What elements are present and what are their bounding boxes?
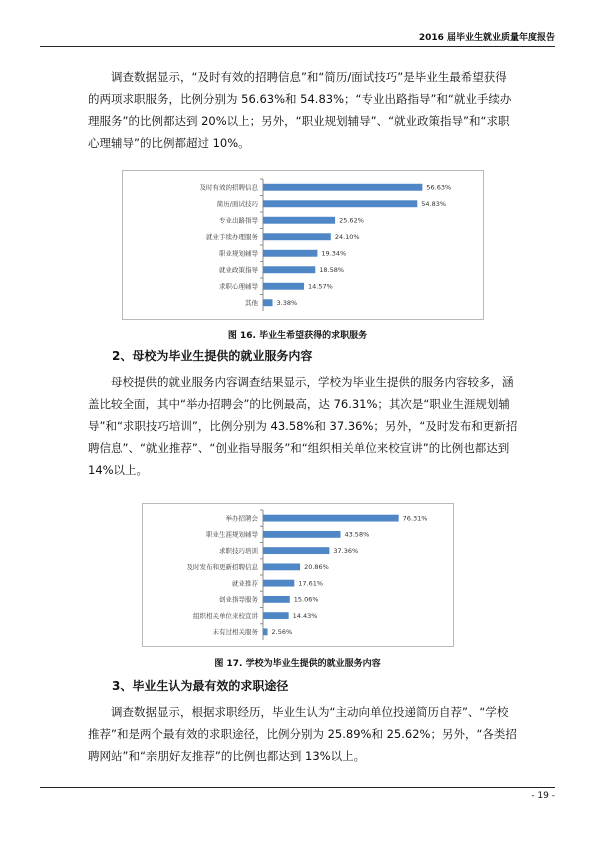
bar	[263, 628, 268, 635]
value-label: 15.06%	[293, 595, 319, 604]
category-label: 及时发布和更新招聘信息	[186, 563, 258, 572]
value-label: 14.43%	[292, 611, 318, 620]
value-label: 37.36%	[333, 546, 359, 555]
category-label: 组织相关单位来校宣讲	[193, 611, 258, 620]
bar	[263, 283, 304, 290]
bar	[263, 299, 273, 306]
value-label: 20.86%	[304, 563, 329, 572]
bar	[263, 184, 422, 191]
bar	[263, 596, 290, 603]
page-footer	[40, 787, 555, 808]
category-label: 职业规划辅导	[219, 249, 258, 258]
category-label: 专业出路指导	[219, 216, 258, 225]
value-label: 76.31%	[402, 514, 428, 523]
bar	[263, 266, 315, 273]
value-label: 43.58%	[344, 530, 370, 539]
chart-job-services-wanted-svg	[123, 171, 483, 319]
value-label: 24.10%	[334, 233, 360, 242]
value-label: 17.61%	[298, 579, 324, 588]
value-label: 25.62%	[339, 216, 364, 225]
chart-job-services-wanted	[122, 170, 484, 320]
category-label: 创业指导服务	[219, 595, 258, 604]
category-label: 求职技巧培训	[219, 546, 258, 555]
value-label: 3.38%	[276, 299, 298, 308]
bar	[263, 200, 417, 207]
chart-school-services	[142, 503, 454, 647]
bar	[263, 563, 300, 570]
bar	[263, 612, 289, 619]
figure16-caption: 图 16. 毕业生希望获得的求职服务	[227, 331, 368, 341]
chart-school-services-svg	[143, 504, 453, 646]
page-number: - 19 -	[531, 791, 555, 801]
section2-heading: 2、母校为毕业生提供的就业服务内容	[112, 349, 313, 363]
category-label: 简历/面试技巧	[216, 200, 258, 209]
value-label: 19.34%	[321, 249, 347, 258]
category-label: 举办招聘会	[225, 514, 258, 523]
value-label: 14.57%	[308, 282, 333, 291]
category-label: 就业政策指导	[219, 266, 258, 275]
bar	[263, 515, 399, 522]
bar	[263, 217, 335, 224]
bar	[263, 250, 317, 257]
category-label: 及时有效的招聘信息	[199, 183, 258, 192]
bar	[263, 531, 340, 538]
category-label: 职业生涯规划辅导	[206, 530, 258, 539]
section3-paragraph: 调查数据显示，根据求职经历，毕业生认为“主动向单位投递简历自荐”、“学校推荐”和是两个最有效的求职途径，比例分别为 25.89%和 25.62%；另外，“各类招聘网站”和“亲朋好友推荐”的比例也都达到 13%以上。	[88, 705, 517, 763]
page-header	[40, 30, 555, 47]
section3-heading: 3、毕业生认为最有效的求职途径	[112, 679, 289, 693]
bar	[263, 580, 294, 587]
header-title: 2016 届毕业生就业质量年度报告	[418, 33, 555, 43]
value-label: 56.63%	[426, 183, 452, 192]
value-label: 54.83%	[421, 200, 447, 209]
value-label: 18.58%	[319, 266, 345, 275]
figure17-caption: 图 17. 学校为毕业生提供的就业服务内容	[214, 659, 381, 669]
category-label: 就业推荐	[232, 579, 258, 588]
category-label: 其他	[245, 299, 258, 308]
section1-paragraph: 调查数据显示，“及时有效的招聘信息”和“简历/面试技巧”是毕业生最希望获得的两项求职服务，比例分别为 56.63%和 54.83%；“专业出路指导”和“就业手续办理服务”的比例都达到 20%以上；另外，“职业规划辅导”、“就业政策指导”和“求职心理辅导”的比例都超过 10%。	[88, 70, 512, 150]
bar	[263, 233, 331, 240]
value-label: 2.56%	[271, 628, 293, 637]
section2-paragraph: 母校提供的就业服务内容调查结果显示，学校为毕业生提供的服务内容较多，涵盖比较全面，其中“举办招聘会”的比例最高，达 76.31%；其次是“职业生涯规划辅导”和“求职技巧培训”，比例分别为 43.58%和 37.36%；另外，“及时发布和更新招聘信息”、“就业推荐”、“创业指导服务”和“组织相关单位来校宣讲”的比例也都达到 14%以上。	[88, 375, 518, 477]
category-label: 求职心理辅导	[219, 282, 258, 291]
bar	[263, 547, 329, 554]
category-label: 未有过相关服务	[212, 628, 258, 637]
category-label: 就业手续办理服务	[206, 233, 258, 242]
